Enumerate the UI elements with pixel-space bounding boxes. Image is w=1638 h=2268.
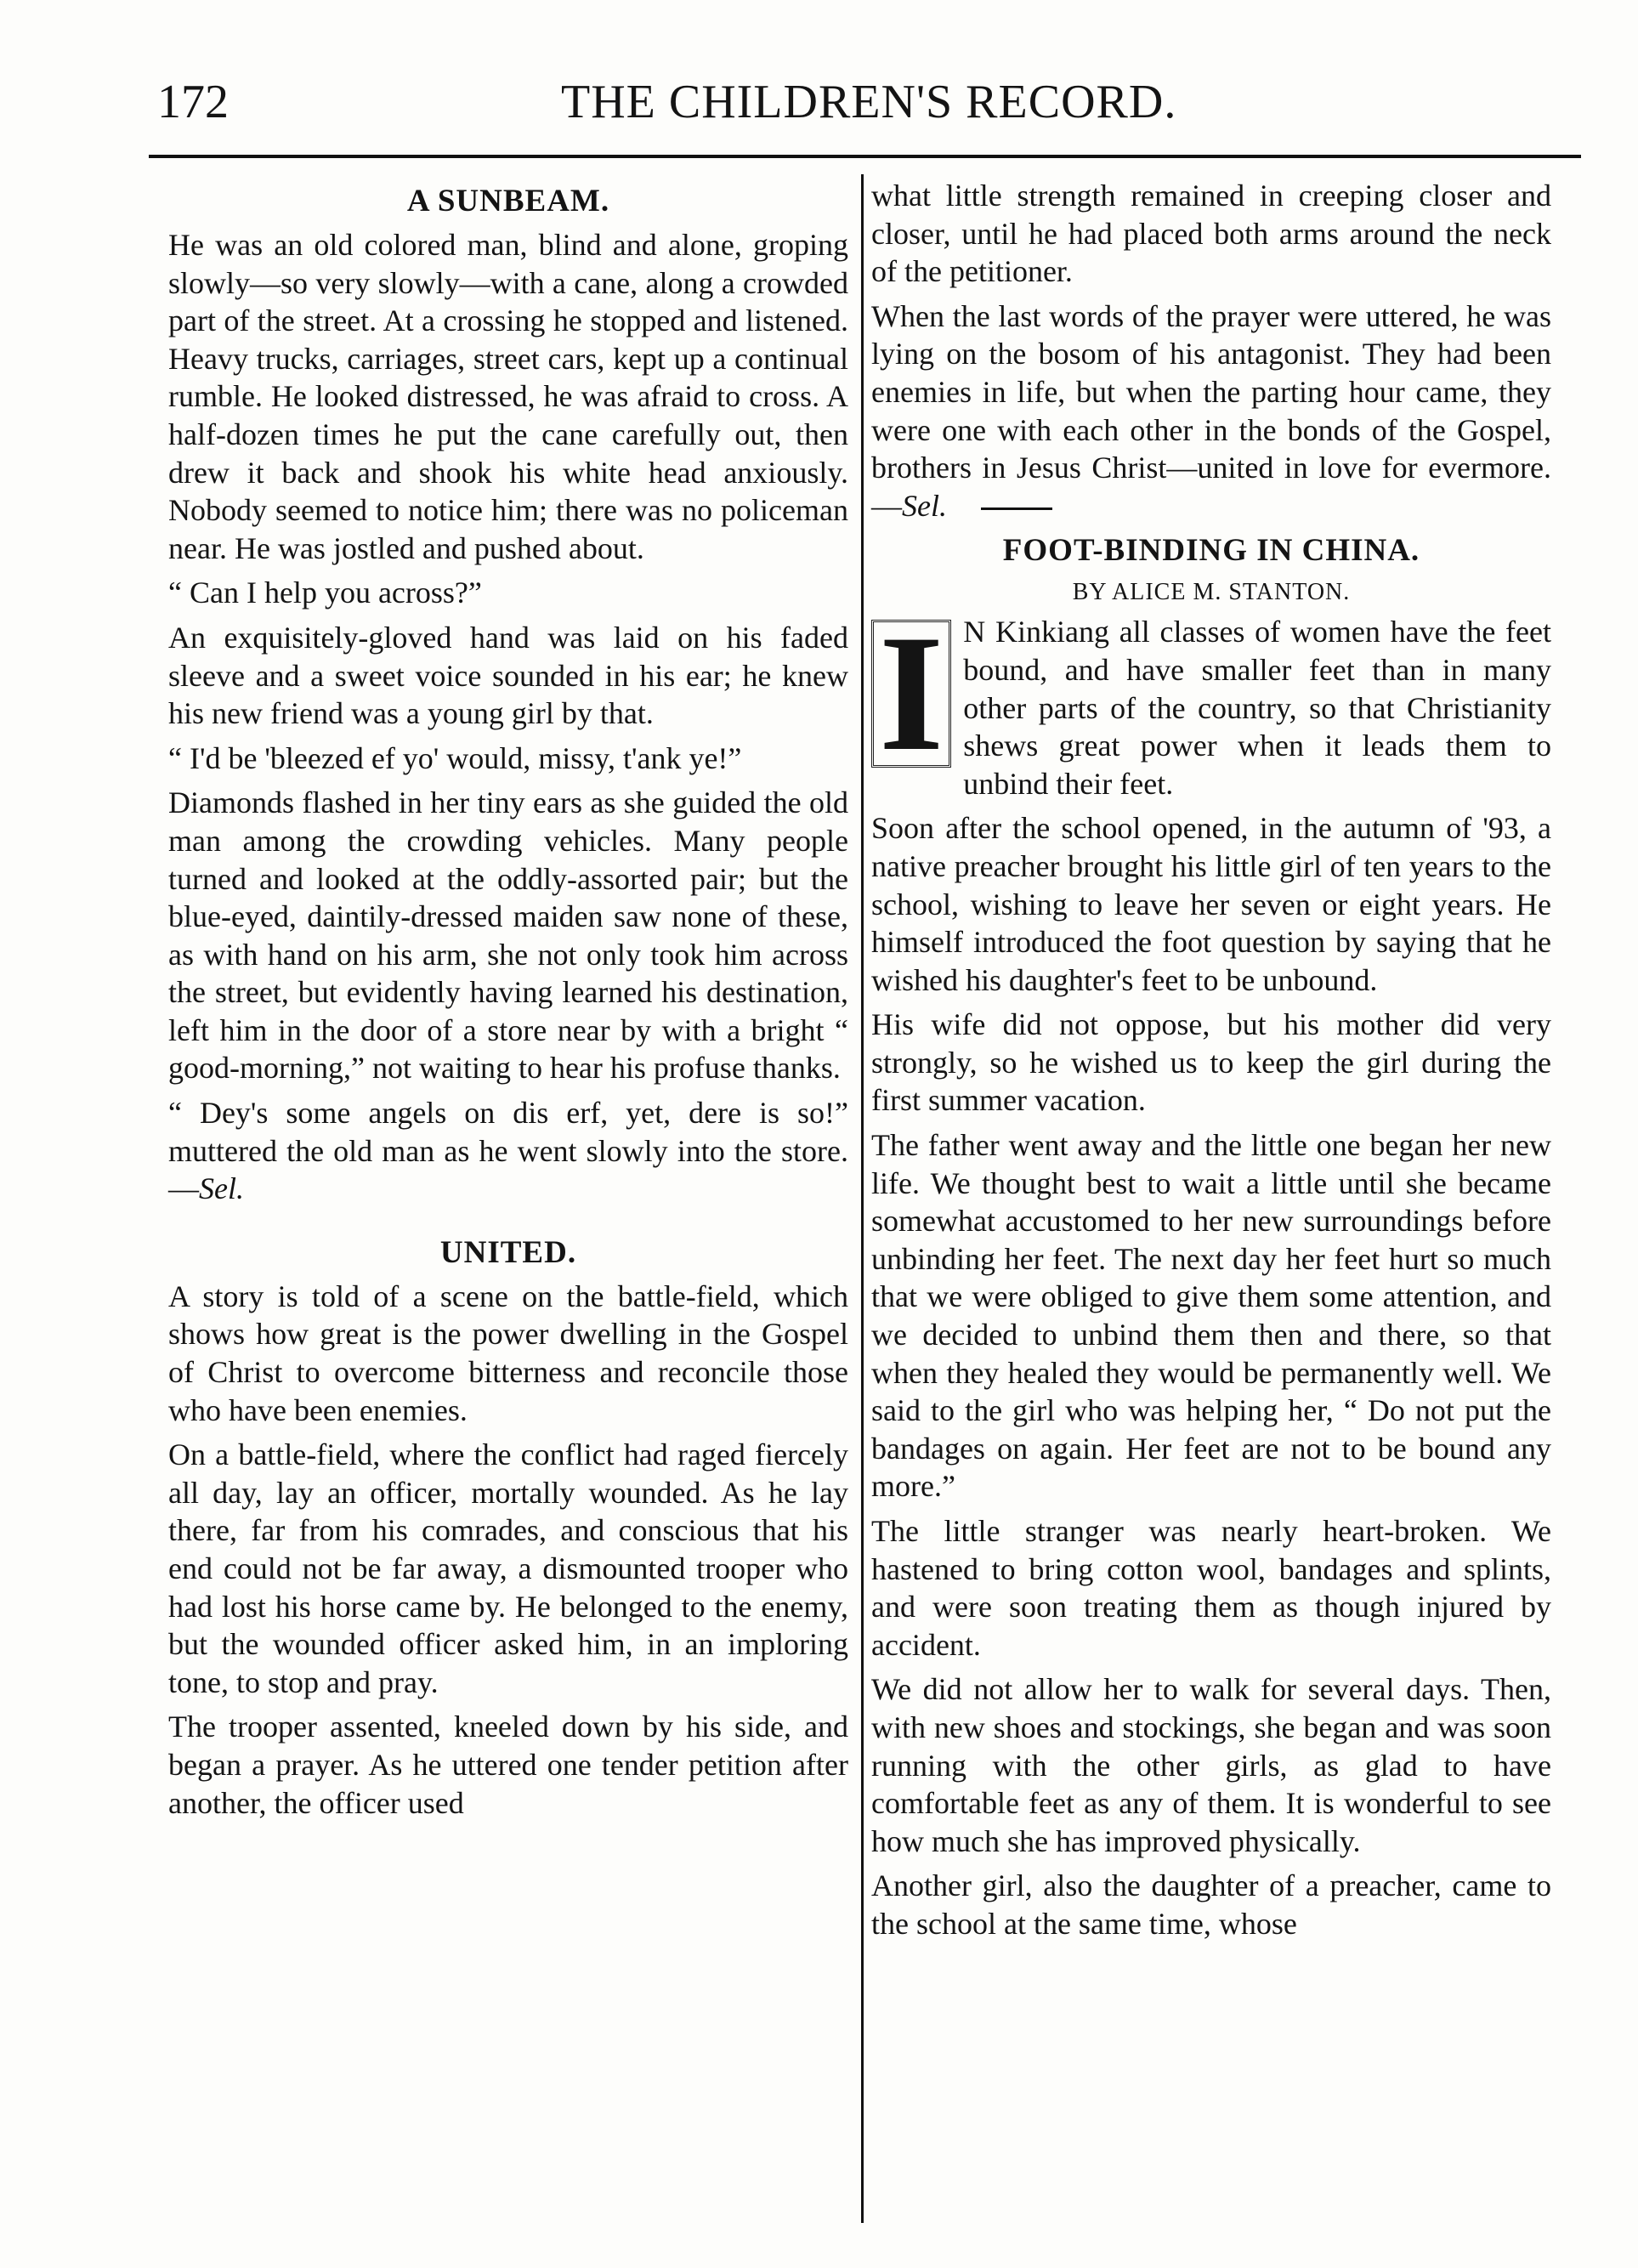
united-paragraph: On a battle-field, where the conflict had raged fiercely all day, lay an officer, mortally wounded. As he lay there, far from his comrades, and conscious that his end could not be far away, a dismounted trooper who had lost his horse came by. He belonged to the enemy, but the wounded officer asked him, in an imploring tone, to stop and pray. [168,1437,848,1699]
byline: BY ALICE M. STANTON. [1072,579,1351,606]
sunbeam-paragraph: “ I'd be 'bleezed ef yo' would, missy, t'ank ye!” [168,740,742,775]
foot-binding-paragraph: The little stranger was nearly heart-broken. We hastened to bring cotton wool, bandages and splints, and were soon treating them as though injured by accident. [871,1514,1551,1662]
column-divider [861,174,864,2223]
sunbeam-closing-text: “ Dey's some angels on dis erf, yet, dere is so!” muttered the old man as he went slowly into the store.— [168,1096,848,1206]
page-number: 172 [157,76,229,128]
united-paragraph-last [871,298,1551,525]
article-title-united: UNITED. [439,1234,577,1270]
right-column [871,177,1551,1950]
sunbeam-paragraph: “ Can I help you across?” [168,576,482,610]
sunbeam-paragraph: An exquisitely-gloved hand was laid on his faded sleeve and a sweet voice sounded in his ear; he knew his new friend was a young girl by that. [168,620,848,731]
article-title-foot-binding: FOOT-BINDING IN CHINA. [1002,533,1420,569]
left-column [168,177,848,1829]
united-paragraph-continued: what little strength remained in creeping closer and closer, until he had placed both arms around the neck of the petitioner. [871,179,1551,289]
sunbeam-paragraph: He was an old colored man, blind and alone, groping slowly—so very slowly—with a cane, along a crowded part of the street. At a crossing he stopped and listened. Heavy trucks, carriages, street cars, kept up a continual rumble. He looked distressed, he was afraid to cross. A half-dozen times he put the cane carefully out, then drew it back and shook his white head anxiously. Nobody seemed to notice him; there was no policeman near. He was jostled and pushed about. [168,228,848,565]
sunbeam-paragraph-last [168,1094,848,1208]
united-paragraph: A story is told of a scene on the battle-field, which shows how great is the power dwelling in the Gospel of Christ to overcome bitterness and reconcile those who have been enemies. [168,1279,848,1427]
united-closing-text: When the last words of the prayer were uttered, he was lying on the bosom of his antagonist. They had been enemies in life, but when the parting hour came, they were one with each other in the bonds of the Gospel, brothers in Jesus Christ—united in love for evermore.— [871,298,1551,523]
section-divider [981,507,1052,510]
sunbeam-paragraph: Diamonds flashed in her tiny ears as she guided the old man among the crowding vehicles. Many people turned and looked at the oddly-assorted pair; but the blue-eyed, daintily-dressed maiden saw none of these, as with hand on his arm, she not only took him across the street, but evidently having learned his destination, left him in the door of a store near by with a bright “ good-morning,” not waiting to hear his profuse thanks. [168,785,848,1086]
sunbeam-source: Sel. [199,1171,244,1206]
united-paragraph: The trooper assented, kneeled down by his side, and began a prayer. As he uttered one tender petition after another, the officer used [168,1710,848,1820]
foot-binding-paragraph-first [871,601,1551,802]
page-header-title: THE CHILDREN'S RECORD. [561,76,1177,128]
united-source: Sel. [902,488,947,523]
header-rule [149,155,1581,158]
foot-binding-paragraph: The father went away and the little one began her new life. We thought best to wait a little until she became somewhat accustomed to her new surroundings before unbinding her feet. The next day her feet hurt so much that we were obliged to give them some attention, and we decided to unbind them then and there, so that when they healed they would be permanently well. We said to the girl who was helping her, “ Do not put the bandages on again. Her feet are not to be bound any more.” [871,1128,1551,1504]
foot-binding-opening-text: N Kinkiang all classes of women have the feet bound, and have smaller feet than in many other parts of the country, so that Christianity shews great power when it leads them to unbind their feet. [963,615,1551,801]
foot-binding-paragraph: Soon after the school opened, in the autumn of '93, a native preacher brought his little girl of ten years to the school, wishing to leave her seven or eight years. He himself introduced the foot question by saying that he wished his daughter's feet to be unbound. [871,811,1551,997]
foot-binding-paragraph: Another girl, also the daughter of a preacher, came to the school at the same time, whose [871,1868,1551,1941]
article-title-sunbeam: A SUNBEAM. [406,184,610,218]
foot-binding-paragraph: His wife did not oppose, but his mother did very strongly, so he wished us to keep the girl during the first summer vacation. [871,1007,1551,1118]
foot-binding-paragraph: We did not allow her to walk for several days. Then, with new shoes and stockings, she began and was soon running with the other girls, as glad to have comfortable feet as any of them. It is wonderful to see how much she has improved physically. [871,1672,1551,1858]
dropcap-letter: I [871,620,951,768]
